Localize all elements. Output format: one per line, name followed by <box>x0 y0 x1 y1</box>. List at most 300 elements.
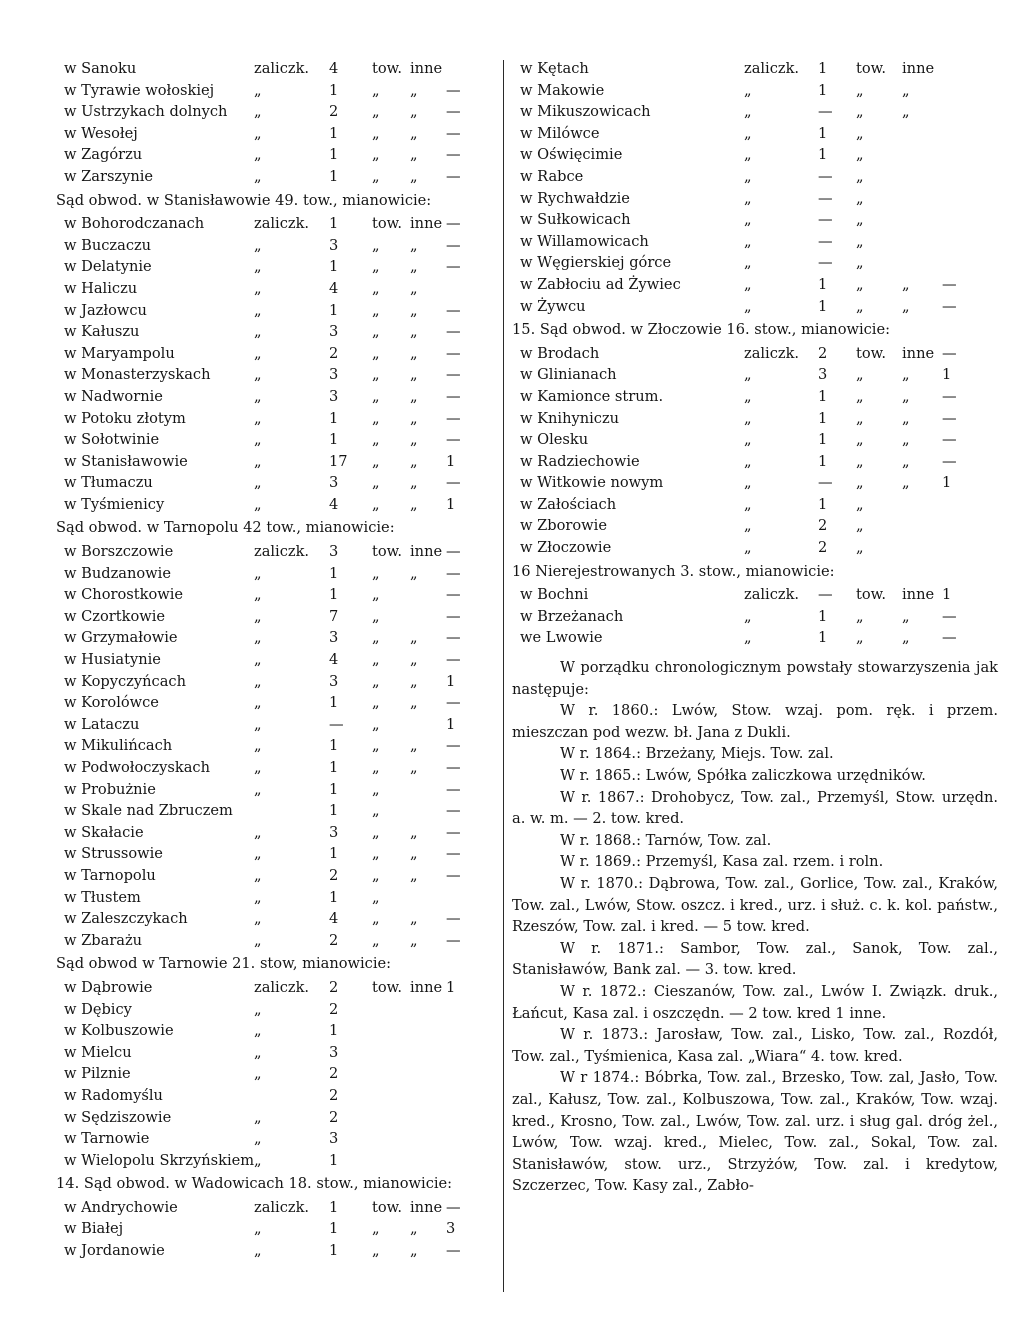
col-other-label: „ <box>410 759 418 776</box>
col-unit: „ <box>856 366 864 384</box>
col-unit: „ <box>372 651 380 669</box>
locality-name: w Zaleszczykach <box>64 910 188 928</box>
col-count: 1 <box>818 387 828 405</box>
col-count: 2 <box>329 103 339 121</box>
locality-name: w Zborowie <box>520 517 607 535</box>
locality-name: w Radomyślu <box>64 1086 163 1104</box>
col-type: „ <box>254 323 262 341</box>
col-count: 1 <box>329 81 339 99</box>
col-unit: „ <box>372 1242 380 1260</box>
locality-name: w Willamowicach <box>520 232 649 250</box>
locality-row <box>56 843 488 865</box>
col-unit: „ <box>372 629 380 647</box>
col-other-count: — <box>446 629 461 647</box>
col-unit: „ <box>372 344 380 362</box>
col-type: „ <box>254 759 262 776</box>
col-other-label: „ <box>410 387 418 405</box>
locality-name: w Kętach <box>520 60 589 77</box>
col-other-count: 1 <box>942 586 952 604</box>
col-unit: „ <box>372 103 380 121</box>
col-other-label: „ <box>410 672 418 690</box>
col-type: „ <box>254 586 262 604</box>
col-type: „ <box>744 189 752 207</box>
locality-row <box>56 822 488 844</box>
col-other-label: inne <box>410 1198 443 1216</box>
col-other-label: „ <box>410 866 418 884</box>
locality-row <box>512 188 998 210</box>
col-other-count: — <box>942 629 957 647</box>
col-count: 4 <box>329 651 339 669</box>
locality-name: w Oświęcimie <box>520 146 623 164</box>
col-type: zaliczk. <box>254 215 310 233</box>
col-unit: tow. <box>856 344 887 362</box>
locality-row <box>512 166 998 188</box>
col-type: „ <box>254 888 262 906</box>
locality-name: w Kałuszu <box>64 323 140 341</box>
col-type: „ <box>744 81 752 99</box>
col-count: 1 <box>818 297 828 315</box>
col-other-label: „ <box>410 81 418 99</box>
locality-row <box>56 627 488 649</box>
locality-name: w Ustrzykach dolnych <box>64 103 228 121</box>
col-count: 1 <box>818 452 828 470</box>
col-type: „ <box>254 823 262 841</box>
col-type: „ <box>744 517 752 535</box>
district-heading: Sąd obwod w Tarnowie 21. stow, mianowicie: <box>56 955 392 973</box>
col-count: 1 <box>329 586 339 604</box>
col-type: „ <box>744 629 752 647</box>
locality-name: w Sanoku <box>64 60 137 77</box>
col-unit: „ <box>372 301 380 319</box>
col-unit: „ <box>372 258 380 276</box>
col-count: 1 <box>329 1242 339 1260</box>
locality-row <box>56 80 488 102</box>
district-heading: 16 Nierejestrowanych 3. stow., mianowicie: <box>512 562 835 580</box>
col-type: „ <box>254 629 262 647</box>
district-heading: 15. Sąd obwod. w Złoczowie 16. stow., mianowicie: <box>512 321 891 339</box>
col-type: „ <box>744 211 752 229</box>
col-other-label: „ <box>410 823 418 841</box>
col-other-label: „ <box>410 1220 418 1238</box>
locality-row <box>56 692 488 714</box>
district-heading: Sąd obwod. w Stanisławowie 49. tow., mianowicie: <box>56 191 432 209</box>
col-count: 1 <box>818 629 828 647</box>
locality-name: w Tłumaczu <box>64 474 153 492</box>
locality-row <box>512 274 998 296</box>
locality-name: w Rabce <box>520 167 584 185</box>
col-count: — <box>818 167 833 185</box>
col-other-count: 1 <box>446 978 456 996</box>
col-count: 3 <box>329 543 339 561</box>
locality-row <box>56 584 488 606</box>
locality-row <box>512 408 998 430</box>
chronology-entry: W r. 1872.: Cieszanów, Tow. zal., Lwów I. Związk. druk., Łańcut, Kasa zal. i oszczędn. — 2 tow. kred 1 inne. <box>512 982 998 1022</box>
col-other-label: „ <box>410 409 418 427</box>
col-unit: „ <box>856 189 864 207</box>
col-type: „ <box>254 409 262 427</box>
locality-name: w Potoku złotym <box>64 409 186 427</box>
col-unit: „ <box>372 866 380 884</box>
col-unit: „ <box>372 81 380 99</box>
locality-name: w Tyrawie wołoskiej <box>64 81 215 99</box>
col-other-count: — <box>942 409 957 427</box>
locality-name: w Kopyczyńcach <box>64 672 186 690</box>
locality-name: w Skałacie <box>64 823 144 841</box>
col-count: 2 <box>329 866 339 884</box>
locality-name: w Żywcu <box>520 297 586 315</box>
col-other-count: — <box>446 301 461 319</box>
locality-name: w Husiatynie <box>64 651 161 669</box>
col-other-label: inne <box>902 344 935 362</box>
locality-row <box>56 1150 488 1172</box>
col-unit: „ <box>856 387 864 405</box>
col-count: 1 <box>329 694 339 712</box>
col-count: 1 <box>329 1220 339 1238</box>
locality-name: w Glinianach <box>520 366 617 384</box>
col-other-label: „ <box>902 275 910 293</box>
col-unit: tow. <box>372 1198 403 1216</box>
locality-row <box>56 101 488 123</box>
locality-name: we Lwowie <box>520 629 603 647</box>
locality-name: w Sułkowicach <box>520 211 631 229</box>
col-count: 1 <box>329 1151 339 1169</box>
col-other-count: — <box>446 474 461 492</box>
col-unit: „ <box>372 802 380 820</box>
chronology-entry: W r. 1873.: Jarosław, Tow. zal., Lisko, Tow. zal., Rozdół, Tow. zal., Tyśmienica, Kasa zal. „Wiara“ 4. tow. kred. <box>512 1026 998 1065</box>
col-count: 3 <box>818 366 828 384</box>
col-type: „ <box>744 409 752 427</box>
col-type: zaliczk. <box>254 1198 310 1216</box>
locality-name: w Jordanowie <box>64 1242 165 1260</box>
col-count: — <box>818 254 833 272</box>
col-count: 1 <box>329 564 339 582</box>
col-other-label: „ <box>902 297 910 315</box>
col-other-count: — <box>446 81 461 99</box>
locality-row <box>56 58 488 80</box>
locality-row <box>512 144 998 166</box>
col-other-label: „ <box>902 629 910 647</box>
col-other-count: 3 <box>446 1220 456 1238</box>
col-count: 1 <box>818 275 828 293</box>
col-other-count: — <box>446 103 461 121</box>
locality-name: w Makowie <box>520 81 605 99</box>
col-unit: „ <box>856 103 864 121</box>
col-unit: tow. <box>856 586 887 604</box>
col-unit: „ <box>856 124 864 142</box>
col-count: 3 <box>329 823 339 841</box>
col-type: „ <box>254 845 262 863</box>
chronology-entry: W r. 1871.: Sambor, Tow. zal., Sanok, Tow. zal., Stanisławów, Bank zal. — 3. tow. kred. <box>512 939 998 979</box>
col-other-label: „ <box>410 344 418 362</box>
col-type: „ <box>254 1242 262 1260</box>
col-unit: „ <box>372 780 380 798</box>
col-count: — <box>818 211 833 229</box>
spacer <box>512 649 998 657</box>
col-other-label: „ <box>902 474 910 492</box>
locality-row <box>512 606 998 628</box>
locality-row <box>56 887 488 909</box>
col-type: „ <box>254 387 262 405</box>
col-count: 2 <box>329 1065 339 1083</box>
col-unit: „ <box>372 431 380 449</box>
col-unit: „ <box>372 931 380 949</box>
col-type: zaliczk. <box>744 344 800 362</box>
district-heading: Sąd obwod. w Tarnopolu 42 tow., mianowicie: <box>56 519 395 537</box>
locality-row <box>512 296 998 318</box>
col-type: „ <box>254 1000 262 1018</box>
col-other-label: „ <box>410 845 418 863</box>
col-other-count: — <box>446 780 461 798</box>
col-other-label: „ <box>410 236 418 254</box>
col-unit: „ <box>372 279 380 297</box>
col-other-label: inne <box>902 586 935 604</box>
col-other-count: — <box>446 910 461 928</box>
col-other-label: „ <box>410 694 418 712</box>
col-count: 3 <box>329 1130 339 1148</box>
col-other-count: — <box>446 167 461 185</box>
locality-row <box>56 1240 488 1262</box>
locality-name: w Milówce <box>520 124 600 142</box>
col-type: „ <box>254 607 262 625</box>
col-unit: „ <box>372 323 380 341</box>
col-unit: „ <box>372 888 380 906</box>
locality-row <box>56 541 488 563</box>
col-unit: „ <box>856 607 864 625</box>
col-unit: „ <box>372 586 380 604</box>
col-type: „ <box>254 431 262 449</box>
locality-row <box>512 472 998 494</box>
col-other-count: — <box>446 564 461 582</box>
locality-row <box>512 584 998 606</box>
col-count: 4 <box>329 60 339 77</box>
col-type: „ <box>254 1151 262 1169</box>
col-unit: „ <box>372 845 380 863</box>
locality-row <box>56 386 488 408</box>
col-other-label: „ <box>410 323 418 341</box>
locality-name: w Andrychowie <box>64 1198 178 1216</box>
col-unit: „ <box>372 672 380 690</box>
col-type: „ <box>254 103 262 121</box>
col-count: 7 <box>329 607 339 625</box>
locality-name: w Dąbrowie <box>64 978 153 996</box>
locality-name: w Stanisławowie <box>64 452 188 470</box>
locality-row <box>512 515 998 537</box>
col-other-label: „ <box>410 167 418 185</box>
locality-row <box>56 1218 488 1240</box>
col-count: 1 <box>329 124 339 142</box>
col-type: „ <box>254 146 262 164</box>
locality-row <box>512 386 998 408</box>
col-count: 1 <box>818 124 828 142</box>
locality-row <box>56 1107 488 1129</box>
col-count: 3 <box>329 672 339 690</box>
col-other-count: — <box>446 802 461 820</box>
col-unit: „ <box>856 495 864 513</box>
locality-name: w Sołotwinie <box>64 431 160 449</box>
locality-row <box>56 300 488 322</box>
col-other-count: — <box>446 323 461 341</box>
col-other-count: — <box>446 366 461 384</box>
col-count: 1 <box>329 215 339 233</box>
locality-row <box>512 101 998 123</box>
col-unit: „ <box>372 694 380 712</box>
col-count: 4 <box>329 910 339 928</box>
col-other-count: — <box>942 344 957 362</box>
col-other-label: „ <box>410 474 418 492</box>
col-other-label: „ <box>410 366 418 384</box>
locality-row <box>56 256 488 278</box>
locality-row <box>56 278 488 300</box>
col-type: „ <box>254 1065 262 1083</box>
col-unit: „ <box>856 452 864 470</box>
col-count: 3 <box>329 474 339 492</box>
locality-row <box>56 930 488 952</box>
col-other-label: „ <box>902 431 910 449</box>
col-other-label: inne <box>410 60 443 77</box>
col-unit: „ <box>372 1220 380 1238</box>
locality-row <box>512 364 998 386</box>
locality-row <box>56 735 488 757</box>
col-other-label: „ <box>410 629 418 647</box>
col-type: „ <box>254 474 262 492</box>
col-count: 2 <box>818 539 828 557</box>
locality-row <box>512 123 998 145</box>
col-other-count: — <box>446 607 461 625</box>
locality-name: w Bohorodczanach <box>64 215 205 233</box>
col-count: 1 <box>329 737 339 755</box>
col-type: „ <box>254 452 262 470</box>
locality-name: w Mikulińcach <box>64 737 173 755</box>
locality-row <box>56 144 488 166</box>
col-unit: „ <box>856 539 864 557</box>
col-other-label: „ <box>902 409 910 427</box>
col-other-label: „ <box>410 452 418 470</box>
locality-row <box>56 408 488 430</box>
locality-row <box>56 235 488 257</box>
locality-row <box>56 671 488 693</box>
locality-row <box>56 213 488 235</box>
locality-row <box>56 123 488 145</box>
locality-name: w Grzymałowie <box>64 629 178 647</box>
col-count: 2 <box>329 344 339 362</box>
locality-name: w Zbarażu <box>64 931 143 949</box>
col-type: zaliczk. <box>744 586 800 604</box>
locality-row <box>56 606 488 628</box>
locality-name: w Haliczu <box>64 279 138 297</box>
locality-row <box>56 1020 488 1042</box>
col-count: 1 <box>818 495 828 513</box>
col-type: „ <box>254 258 262 276</box>
col-type: „ <box>254 1022 262 1040</box>
locality-row <box>56 1063 488 1085</box>
col-unit: „ <box>856 254 864 272</box>
col-type: „ <box>254 564 262 582</box>
col-type: „ <box>254 910 262 928</box>
locality-row <box>56 364 488 386</box>
locality-name: w Tłustem <box>64 888 141 906</box>
col-other-count: 1 <box>942 366 952 384</box>
locality-name: w Złoczowie <box>520 539 612 557</box>
locality-name: w Mikuszowicach <box>520 103 651 121</box>
locality-name: w Nadwornie <box>64 387 163 405</box>
locality-row <box>56 649 488 671</box>
col-other-count: — <box>446 1198 461 1216</box>
locality-name: w Zarszynie <box>64 167 154 185</box>
locality-name: w Załościach <box>520 495 617 513</box>
col-count: 3 <box>329 236 339 254</box>
col-type: „ <box>254 1220 262 1238</box>
col-other-count: — <box>446 543 461 561</box>
col-unit: „ <box>372 759 380 776</box>
col-other-label: „ <box>410 651 418 669</box>
locality-row <box>512 80 998 102</box>
col-type: zaliczk. <box>254 978 310 996</box>
col-other-count: — <box>446 431 461 449</box>
col-type: „ <box>744 495 752 513</box>
locality-name: w Zagórzu <box>64 146 143 164</box>
locality-row <box>512 343 998 365</box>
col-count: 2 <box>329 931 339 949</box>
col-other-count: — <box>446 651 461 669</box>
col-type: „ <box>744 275 752 293</box>
col-other-count: — <box>446 124 461 142</box>
locality-name: w Białej <box>64 1220 124 1238</box>
col-other-label: inne <box>410 978 443 996</box>
locality-row <box>56 977 488 999</box>
col-count: 1 <box>329 167 339 185</box>
col-count: 1 <box>818 81 828 99</box>
locality-row <box>56 1085 488 1107</box>
col-count: 1 <box>818 431 828 449</box>
col-type: zaliczk. <box>254 543 310 561</box>
locality-name: w Czortkowie <box>64 607 166 625</box>
locality-row <box>56 563 488 585</box>
col-other-count: — <box>446 387 461 405</box>
col-count: 3 <box>329 629 339 647</box>
col-other-label: „ <box>410 279 418 297</box>
col-count: 1 <box>329 431 339 449</box>
col-type: „ <box>254 366 262 384</box>
col-count: 2 <box>329 1108 339 1126</box>
col-other-label: „ <box>410 431 418 449</box>
locality-row <box>56 1128 488 1150</box>
col-unit: tow. <box>372 60 403 77</box>
locality-row <box>56 908 488 930</box>
col-type: „ <box>254 301 262 319</box>
col-other-label: inne <box>410 215 443 233</box>
locality-row <box>512 209 998 231</box>
col-count: 17 <box>329 452 348 470</box>
locality-row <box>56 451 488 473</box>
col-count: — <box>818 103 833 121</box>
locality-name: w Lataczu <box>64 715 140 733</box>
col-type: „ <box>254 651 262 669</box>
locality-name: w Kamionce strum. <box>520 387 664 405</box>
col-type: „ <box>254 866 262 884</box>
col-other-count: — <box>446 1242 461 1260</box>
col-other-label: „ <box>410 103 418 121</box>
col-other-label: „ <box>902 607 910 625</box>
col-other-count: — <box>942 387 957 405</box>
col-type: „ <box>254 931 262 949</box>
col-unit: „ <box>856 275 864 293</box>
col-unit: „ <box>372 387 380 405</box>
locality-name: w Borszczowie <box>64 543 174 561</box>
col-type: „ <box>254 81 262 99</box>
col-other-count: — <box>446 866 461 884</box>
col-unit: „ <box>856 474 864 492</box>
col-unit: „ <box>372 474 380 492</box>
